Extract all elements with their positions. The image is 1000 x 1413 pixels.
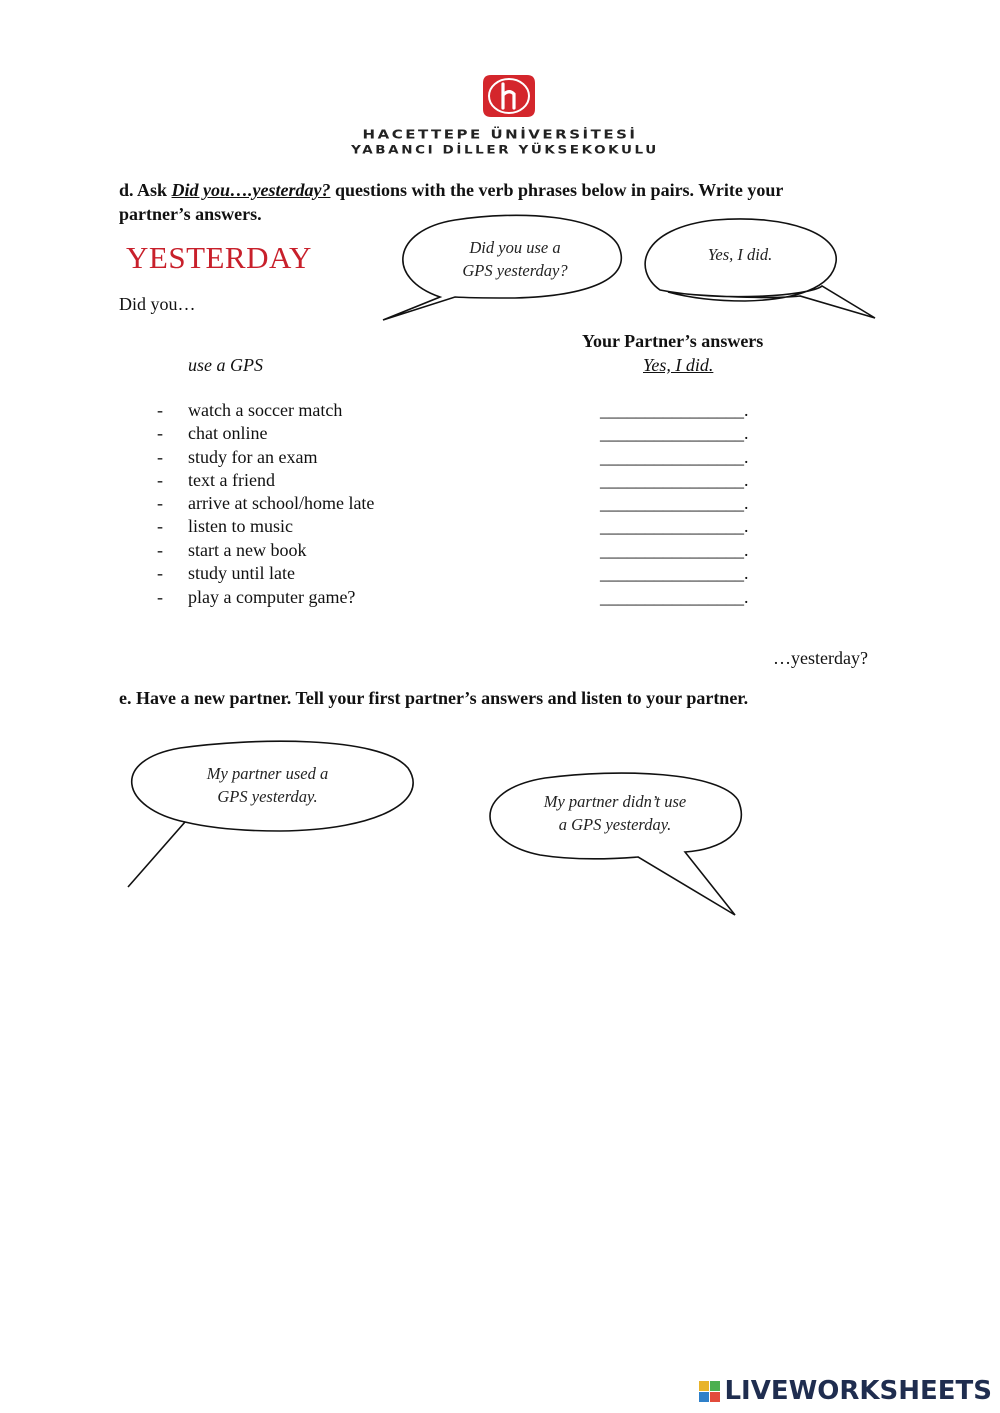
- negative-bubble-text: [510, 790, 720, 836]
- list-item: [157, 563, 807, 586]
- list-item: [157, 540, 807, 563]
- list-dash: -: [157, 470, 163, 490]
- list-dash: -: [157, 493, 163, 513]
- list-phrase: study until late: [188, 563, 295, 583]
- liveworksheets-logo-icon: [699, 1381, 720, 1402]
- yesterday-ending: …yesterday?: [773, 648, 868, 668]
- list-item: [157, 516, 807, 539]
- answer-blank[interactable]: ________________.: [600, 493, 749, 513]
- logo-square: [710, 1392, 720, 1402]
- example-phrase: use a GPS: [188, 355, 263, 375]
- list-phrase: start a new book: [188, 540, 307, 560]
- list-phrase: watch a soccer match: [188, 400, 343, 420]
- list-dash: -: [157, 587, 163, 607]
- answer-bubble-text: Yes, I did.: [707, 245, 773, 264]
- school-name: YABANCI DİLLER YÜKSEKOKULU: [351, 143, 659, 157]
- answer-blank[interactable]: ________________.: [600, 400, 749, 420]
- question-bubble-text: [430, 236, 600, 282]
- list-dash: -: [157, 423, 163, 443]
- section-e-instruction: e. Have a new partner. Tell your first partner’s answers and listen to your partner.: [119, 688, 749, 708]
- positive-bubble-line2: GPS yesterday.: [217, 787, 318, 806]
- section-d-line2: partner’s answers.: [119, 204, 262, 224]
- yesterday-title: YESTERDAY: [126, 240, 312, 275]
- brand-text: LIVEWORKSHEETS: [724, 1376, 992, 1406]
- list-item: [157, 400, 807, 423]
- list-item: [157, 470, 807, 493]
- list-item: [157, 493, 807, 516]
- list-dash: -: [157, 516, 163, 536]
- logo-square: [710, 1381, 720, 1391]
- liveworksheets-brand: [699, 1376, 992, 1406]
- logo-square: [699, 1392, 709, 1402]
- answer-blank[interactable]: ________________.: [600, 587, 749, 607]
- section-d-emphasis: Did you….yesterday?: [171, 180, 331, 200]
- did-you-label: Did you…: [119, 294, 196, 314]
- logo-square: [699, 1381, 709, 1391]
- example-answer: Yes, I did.: [643, 355, 714, 375]
- question-bubble-line1: Did you use a: [469, 238, 561, 257]
- section-d-rest: questions with the verb phrases below in pairs. Write your: [330, 180, 784, 200]
- answer-blank[interactable]: ________________.: [600, 447, 749, 467]
- question-bubble-line2: GPS yesterday?: [462, 261, 568, 280]
- negative-bubble-line1: My partner didn’t use: [543, 792, 687, 811]
- list-dash: -: [157, 563, 163, 583]
- list-phrase: listen to music: [188, 516, 293, 536]
- list-item: [157, 587, 807, 610]
- list-phrase: text a friend: [188, 470, 275, 490]
- answer-blank[interactable]: ________________.: [600, 540, 749, 560]
- answers-header: Your Partner’s answers: [582, 331, 764, 351]
- list-phrase: study for an exam: [188, 447, 318, 467]
- answer-blank[interactable]: ________________.: [600, 423, 749, 443]
- list-item: [157, 447, 807, 470]
- list-dash: -: [157, 400, 163, 420]
- answer-blank[interactable]: ________________.: [600, 563, 749, 583]
- section-d-prefix: d. Ask: [119, 180, 172, 200]
- university-name: HACETTEPE ÜNİVERSİTESİ: [362, 126, 638, 142]
- answer-bubble-shape: [645, 219, 875, 318]
- list-item: [157, 423, 807, 446]
- list-phrase: chat online: [188, 423, 268, 443]
- negative-bubble-line2: a GPS yesterday.: [558, 815, 672, 834]
- answer-blank[interactable]: ________________.: [600, 470, 749, 490]
- list-phrase: play a computer game?: [188, 587, 356, 607]
- positive-bubble-text: [170, 762, 365, 808]
- answer-blank[interactable]: ________________.: [600, 516, 749, 536]
- list-dash: -: [157, 447, 163, 467]
- positive-bubble-line1: My partner used a: [206, 764, 329, 783]
- list-dash: -: [157, 540, 163, 560]
- list-phrase: arrive at school/home late: [188, 493, 375, 513]
